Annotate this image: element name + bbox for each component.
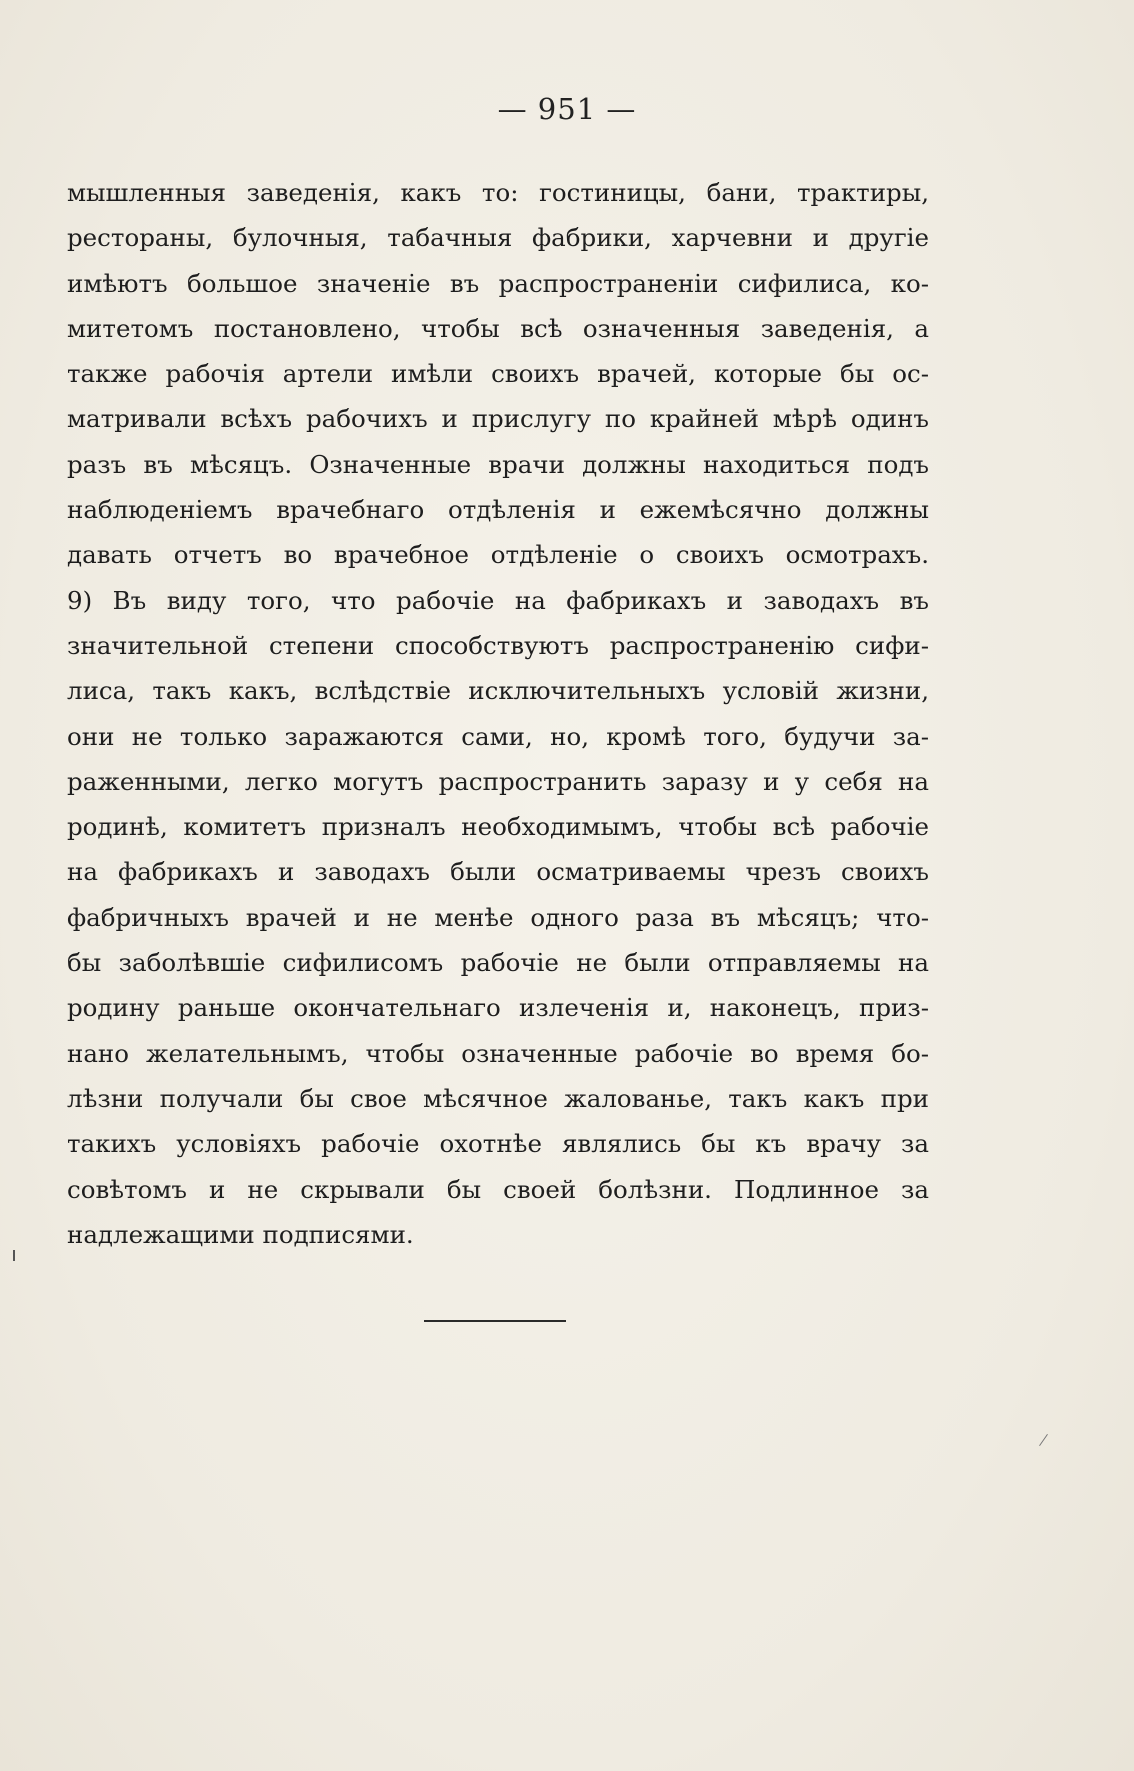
text-line: раженными, легко могутъ распространить заразу и у себя на: [67, 766, 929, 796]
text-line: митетомъ постановлено, чтобы всѣ означенныя заведенія, а: [67, 313, 929, 343]
text-line: на фабрикахъ и заводахъ были осматриваемы чрезъ своихъ: [67, 857, 929, 887]
text-line: значительной степени способствуютъ распространенію сифи-: [67, 630, 929, 660]
text-line: лѣзни получали бы свое мѣсячное жалованье, такъ какъ при: [67, 1083, 929, 1113]
text-line: совѣтомъ и не скрывали бы своей болѣзни. Подлинное за: [67, 1174, 929, 1204]
page-number: — 951 —: [497, 92, 637, 126]
text-line: 9) Въ виду того, что рабочіе на фабрикахъ и заводахъ въ: [67, 585, 929, 615]
text-line: разъ въ мѣсяцъ. Означенные врачи должны находиться подъ: [67, 449, 929, 479]
text-line: они не только заражаются сами, но, кромѣ того, будучи за-: [67, 721, 929, 751]
text-line: наблюденіемъ врачебнаго отдѣленія и ежемѣсячно должны: [67, 495, 929, 525]
text-line: нано желательнымъ, чтобы означенные рабочіе во время бо-: [67, 1038, 929, 1068]
text-line: надлежащими подписями.: [67, 1219, 414, 1249]
text-line: рестораны, булочныя, табачныя фабрики, харчевни и другіе: [67, 223, 929, 253]
text-line: имѣютъ большое значеніе въ распространеніи сифилиса, ко-: [67, 268, 929, 298]
section-divider: [424, 1320, 566, 1322]
text-line: фабричныхъ врачей и не менѣе одного раза въ мѣсяцъ; что-: [67, 902, 929, 932]
text-line: мышленныя заведенія, какъ то: гостиницы, бани, трактиры,: [67, 178, 929, 207]
margin-mark: [13, 1250, 15, 1261]
body-text: [67, 170, 929, 1257]
text-line: давать отчетъ во врачебное отдѣленіе о своихъ осмотрахъ.: [67, 540, 929, 570]
text-line: лиса, такъ какъ, вслѣдствіе исключительныхъ условій жизни,: [67, 676, 929, 706]
text-line: матривали всѣхъ рабочихъ и прислугу по крайней мѣрѣ одинъ: [67, 404, 929, 434]
text-line: такихъ условіяхъ рабочіе охотнѣе являлись бы къ врачу за: [67, 1129, 929, 1159]
stray-mark: [1039, 1434, 1048, 1446]
text-line: родинѣ, комитетъ призналъ необходимымъ, чтобы всѣ рабочіе: [67, 812, 929, 842]
text-line: бы заболѣвшіе сифилисомъ рабочіе не были отправляемы на: [67, 948, 929, 978]
text-line: родину раньше окончательнаго излеченія и, наконецъ, приз-: [67, 993, 929, 1023]
text-line: также рабочія артели имѣли своихъ врачей, которые бы ос-: [67, 359, 929, 389]
